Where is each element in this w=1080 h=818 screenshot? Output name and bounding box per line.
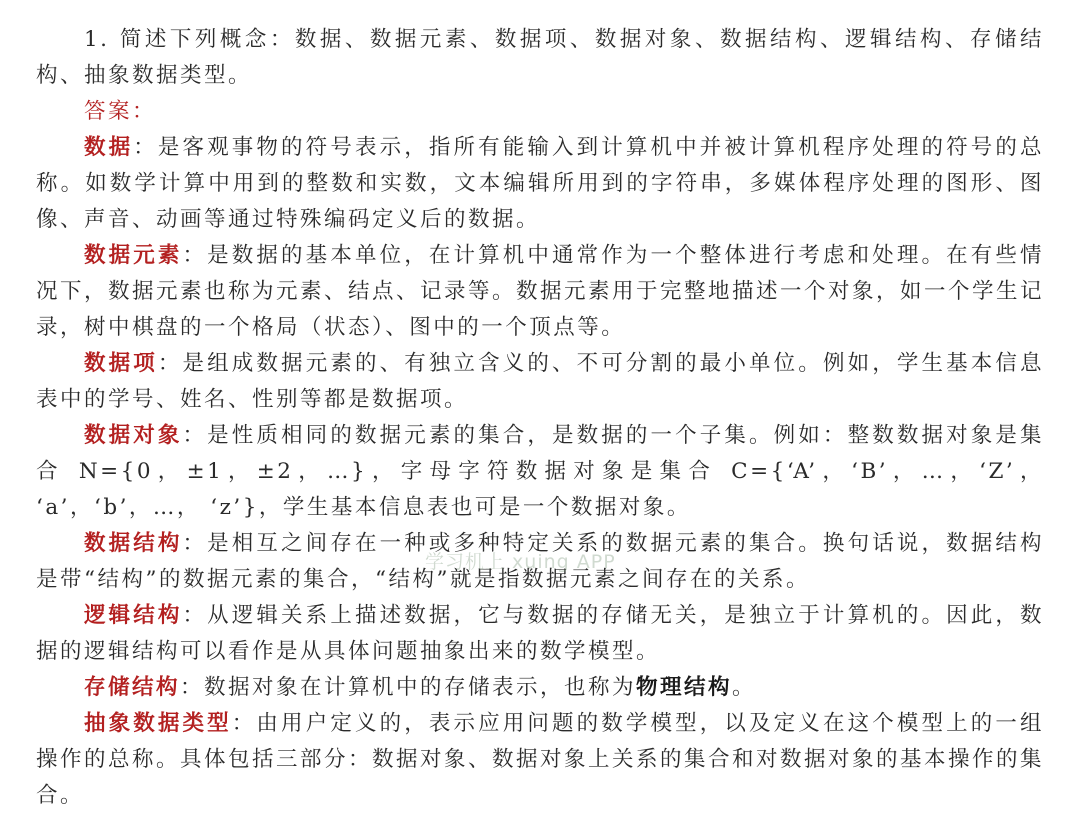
- definition-abstract-data-type: [36, 706, 1044, 814]
- definition-text: ：是性质相同的数据元素的集合，是数据的一个子集。例如：整数数据对象是集合 N={0，±1，±2，…}，字母字符数据对象是集合 C={‘A’，‘B’，…，‘Z’， ‘a’，‘b’，…， ‘z’}，学生基本信息表也可是一个数据对象。: [36, 423, 1044, 520]
- term-label: 数据元素: [84, 243, 183, 268]
- definition-text: ：数据对象在计算机中的存储表示，也称为: [180, 675, 637, 700]
- term-label: 数据项: [84, 351, 158, 376]
- answer-label: 答案：: [84, 99, 157, 124]
- definition-data-object: [36, 418, 1044, 526]
- term-label: 抽象数据类型: [84, 711, 232, 736]
- definition-text: ：由用户定义的，表示应用问题的数学模型，以及定义在这个模型上的一组操作的总称。具体包括三部分：数据对象、数据对象上关系的集合和对数据对象的基本操作的集合。: [36, 711, 1045, 808]
- answer-heading: [36, 94, 1044, 130]
- watermark-text: 学习机上 xuing APP: [425, 551, 616, 573]
- definition-tail: 。: [732, 675, 757, 700]
- definition-data-structure: [36, 526, 1044, 598]
- definition-text: ：是数据的基本单位，在计算机中通常作为一个整体进行考虑和处理。在有些情况下，数据元素也称为元素、结点、记录等。数据元素用于完整地描述一个对象，如一个学生记录，树中棋盘的一个格局（状态）、图中的一个顶点等。: [36, 243, 1045, 340]
- definition-text: ：是组成数据元素的、有独立含义的、不可分割的最小单位。例如，学生基本信息表中的学号、姓名、性别等都是数据项。: [36, 351, 1044, 412]
- term-label: 数据对象: [84, 423, 183, 448]
- question-line: 1. 简述下列概念：数据、数据元素、数据项、数据对象、数据结构、逻辑结构、存储结构、抽象数据类型。: [36, 27, 1044, 88]
- definition-text: ：是客观事物的符号表示，指所有能输入到计算机中并被计算机程序处理的符号的总称。如数学计算中用到的整数和实数，文本编辑所用到的字符串，多媒体程序处理的图形、图像、声音、动画等通过特殊编码定义后的数据。: [36, 135, 1044, 232]
- definition-data-element: [36, 238, 1044, 346]
- term-label: 逻辑结构: [84, 603, 183, 628]
- definition-data: [36, 130, 1044, 238]
- term-label: 存储结构: [84, 675, 181, 700]
- definition-text: ：从逻辑关系上描述数据，它与数据的存储无关，是独立于计算机的。因此，数据的逻辑结构可以看作是从具体问题抽象出来的数学模型。: [36, 603, 1044, 664]
- definition-text: ：是相互之间存在一种或多种特定关系的数据元素的集合。换句话说，数据结构是带“结构”的数据元素的集合，“结构”就是指数据元素之间存在的关系。: [36, 531, 1044, 592]
- term-label: 数据: [84, 135, 134, 160]
- question-text: [36, 22, 1044, 94]
- emphasis-text: 物理结构: [636, 675, 733, 700]
- term-label: 数据结构: [84, 531, 183, 556]
- definition-storage-structure: [36, 670, 1044, 706]
- definition-logical-structure: [36, 598, 1044, 670]
- definition-data-item: [36, 346, 1044, 418]
